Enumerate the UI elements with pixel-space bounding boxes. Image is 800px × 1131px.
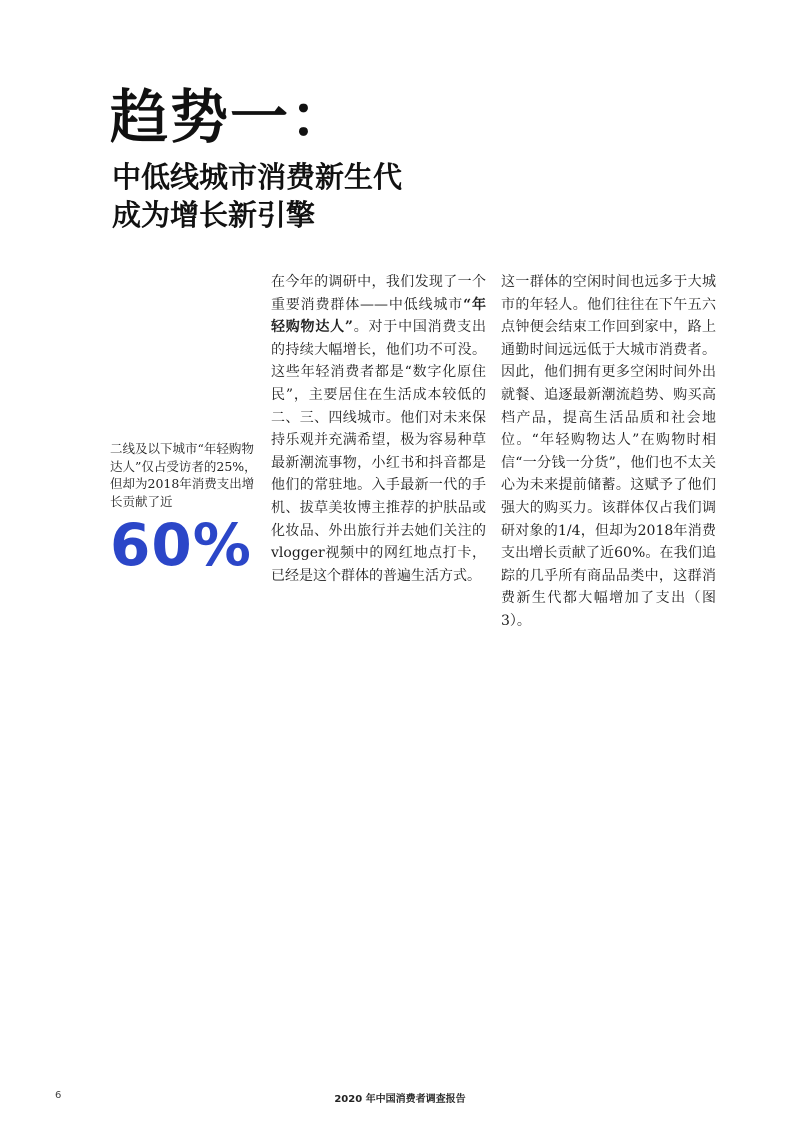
subtitle-line-2: 成为增长新引擎 xyxy=(112,198,316,232)
callout-text: 二线及以下城市“年轻购物达人”仅占受访者的25%，但却为2018年消费支出增长贡献了近 xyxy=(110,441,257,509)
stat-callout xyxy=(110,440,260,579)
footer-report-title: 2020 年中国消费者调查报告 xyxy=(334,1094,466,1105)
column-2-paragraph: 这一群体的空闲时间也远多于大城市的年轻人。他们往往在下午五六点钟便会结束工作回到家中，路上通勤时间远远低于大城市消费者。因此，他们拥有更多空闲时间外出就餐、追逐最新潮流趋势、购买高档产品，提高生活品质和社会地位。“年轻购物达人”在购物时相信“一分钱一分货”，他们也不太关心为未来提前储蓄。这赋予了他们强大的购买力。该群体仅占我们调研对象的1/4，但却为2018年消费支出增长贡献了近60%。在我们追踪的几乎所有商品品类中，这群消费新生代都大幅增加了支出（图3）。 xyxy=(501,274,716,629)
subtitle-line-1: 中低线城市消费新生代 xyxy=(112,160,403,194)
trend-title: 趋势一： xyxy=(110,83,351,151)
callout-stat: 60% xyxy=(110,511,252,579)
body-column-1 xyxy=(271,271,486,587)
column-1-highlight: “年轻购物达人” xyxy=(271,296,487,336)
body-column-2 xyxy=(501,271,716,633)
column-1-rest: 。对于中国消费支出的持续大幅增长，他们功不可没。这些年轻消费者都是“数字化原住民”，主要居住在生活成本较低的二、三、四线城市。他们对未来保持乐观并充满希望，极为容易种草最新潮流事物，小红书和抖音都是他们的常驻地。入手最新一代的手机、拔草美妆博主推荐的护肤品或化妆品、外出旅行并去她们关注的vlogger视频中的网红地点打卡，已经是这个群体的普遍生活方式。 xyxy=(271,319,486,584)
page-number: 6 xyxy=(55,1090,62,1101)
column-1-paragraph xyxy=(271,271,486,587)
column-1-intro: 在今年的调研中，我们发现了一个重要消费群体——中低线城市 xyxy=(271,274,486,313)
trend-subtitle xyxy=(112,158,512,234)
